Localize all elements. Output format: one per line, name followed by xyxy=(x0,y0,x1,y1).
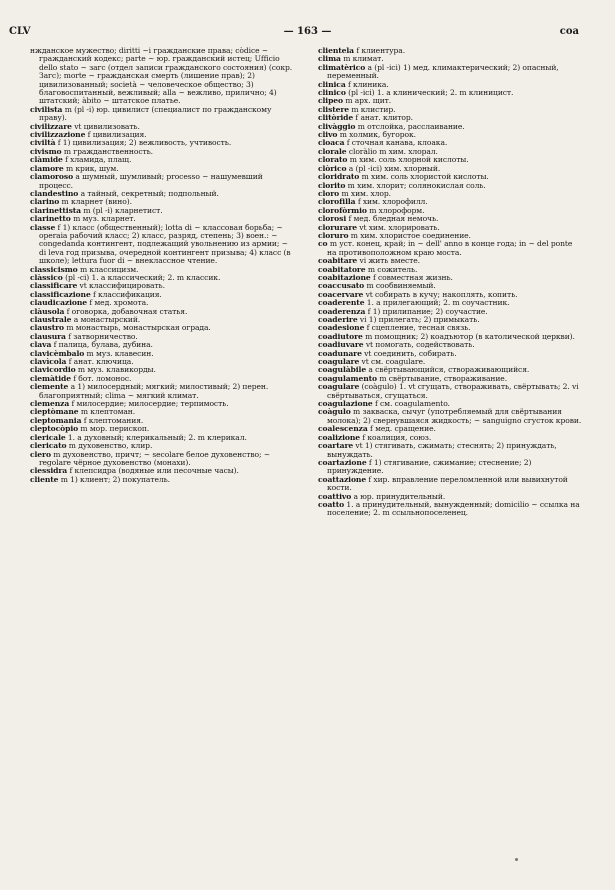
headword: coagulare xyxy=(318,382,360,392)
headword: classificare xyxy=(30,281,78,291)
definition: f клептомания. xyxy=(83,415,144,425)
definition: m духовенство, клир. xyxy=(68,441,153,451)
headword: clorito xyxy=(318,180,346,190)
definition: f анат. клитор. xyxy=(355,113,413,123)
dictionary-entry xyxy=(318,442,582,459)
headword: cliente xyxy=(30,474,59,484)
headword: clivàggio xyxy=(318,121,356,131)
headword: clorurare xyxy=(318,222,357,232)
definition: f клиентура. xyxy=(356,46,406,55)
definition: m сожитель. xyxy=(367,264,418,274)
headword: clarinetto xyxy=(30,214,71,224)
definition: vi жить вместе. xyxy=(359,256,420,266)
definition: f 1) стягивание, сжимание; стеснение; 2) принуждение. xyxy=(327,457,532,476)
headword: claudicazione xyxy=(30,298,88,308)
headword: clorofilla xyxy=(318,197,356,207)
definition: vi 1) прилегать; 2) примыкать. xyxy=(359,315,480,324)
headword: coatto xyxy=(318,499,345,509)
headword: coaccusato xyxy=(318,281,365,291)
definition: m отслойка, расслаивание. xyxy=(357,121,465,131)
headword: clientela xyxy=(318,46,354,55)
definition: a 1) милосердный; мягкий; милостивый; 2) перен. благоприятный; clima ~ мягкий климат. xyxy=(39,382,269,400)
definition: f милосердие; милосердие; терпимость. xyxy=(71,399,229,409)
definition: m климат. xyxy=(343,54,384,64)
headword: climatèrico xyxy=(318,62,366,72)
definition: 1. a прилегающий; 2. m соучастник. xyxy=(366,298,510,308)
headword: claustrale xyxy=(30,315,72,324)
headword: clarino xyxy=(30,197,60,207)
definition: m муз. кларнет. xyxy=(73,214,136,224)
definition: f сцепление, тесная связь. xyxy=(366,323,471,333)
headword: clausura xyxy=(30,331,66,341)
definition: f мед. бледная немочь. xyxy=(348,214,439,224)
dictionary-entry xyxy=(30,383,294,400)
headword: civiltà xyxy=(30,138,56,148)
headword: clorosi xyxy=(318,214,347,224)
headword: coartare xyxy=(318,441,354,451)
definition: f клепсидра (водяные или песочные часы). xyxy=(69,466,239,476)
definition: m крик, шум. xyxy=(66,163,119,173)
speck xyxy=(515,858,518,861)
definition: (pl -ici) 1. a клинический; 2. m клиницист. xyxy=(348,88,514,98)
dictionary-entry xyxy=(30,451,294,468)
definition: m хлороформ. xyxy=(369,205,425,215)
headword: civilizzazione xyxy=(30,130,86,140)
definition: m классицизм. xyxy=(79,264,139,274)
definition: нжданское мужество; diritti ~i гражданские права; còdice ~ гражданский кодекс; parte ~ юр. гражданский истец; Ufficio dello stato ~ загс (отдел записи гражданского состояния) (сокр. Загс); morte ~ гражданская смерть (лишение прав); 2) цивилизованный; società ~ человеческое общество; 3) благовоспитанный, вежливый; alla ~ вежливо, прилично; 4) штатский; àbito ~ штатское платье. xyxy=(30,46,293,106)
definition: m хим. хлористое соединение. xyxy=(350,230,471,240)
definition: f классификация. xyxy=(93,289,162,299)
headword: cloridrato xyxy=(318,172,360,182)
headword: clorofòrmio xyxy=(318,205,367,215)
definition: m арх. щит. xyxy=(345,96,392,106)
definition: m муз. клавесин. xyxy=(86,348,154,358)
headword: coadiuvare xyxy=(318,340,364,350)
headword: clemàtide xyxy=(30,373,71,383)
headword: coaderente xyxy=(318,298,365,308)
definition: f цивилизация. xyxy=(87,130,147,140)
definition: vt 1) стягивать, сжимать; стеснять; 2) принуждать, вынуждать. xyxy=(327,441,557,459)
definition: m гражданственность. xyxy=(63,146,153,156)
definition: f затворничество. xyxy=(68,331,138,341)
headword: claustro xyxy=(30,323,64,333)
definition: m клептоман. xyxy=(80,407,136,417)
dictionary-entry xyxy=(30,224,294,266)
definition: m 1) клиент; 2) покупатель. xyxy=(60,474,170,484)
headword: clinico xyxy=(318,88,346,98)
definition: f анат. ключица. xyxy=(68,357,134,367)
definition: f 1) класс (общественный); lotta di ~ классовая борьба; ~ operaia рабочий класс; 2) класс, разряд, степень; 3) воен.: ~ congedanda контингент, подлежащий увольнению из армии; ~ di leva год призыва, очередной контингент призыва; 4) класс (в школе); lettura fuor di ~ внеклассное чтение. xyxy=(39,222,291,266)
headword: coalescenza xyxy=(318,424,368,434)
definition: m мор. перископ. xyxy=(80,424,150,434)
headword: coabitare xyxy=(318,256,358,266)
dictionary-entry xyxy=(30,106,294,123)
definition: cloràlio m хим. хлорал. xyxy=(348,146,438,156)
dictionary-entry xyxy=(30,476,294,484)
headword: coacervare xyxy=(318,289,364,299)
headword: clàmide xyxy=(30,155,63,165)
headword: clavicèmbalo xyxy=(30,348,85,358)
headword: clinica xyxy=(318,79,346,89)
definition: (coàgulo) 1. vt сгущать, створаживать, свёртывать; 2. vi свёртываться, сгущаться. xyxy=(327,382,579,400)
headword: cleptomania xyxy=(30,415,82,425)
definition: a (pl -ici) 1) мед. климактерический; 2) опасный, переменный. xyxy=(327,62,559,81)
definition: a (pl -ici) хим. хлорный. xyxy=(348,163,441,173)
definition: f хламида, плащ. xyxy=(65,155,132,165)
headword: classe xyxy=(30,222,56,232)
definition: m закваска, сычуг (употребляемый для свёртывания молока); 2) свернувшаяся жидкость; ~ sanguigno сгусток крови. xyxy=(327,407,582,425)
headword: cloruro xyxy=(318,230,349,240)
headword: coadunare xyxy=(318,348,362,358)
headword: clarinettista xyxy=(30,205,81,215)
headword: civismo xyxy=(30,146,62,156)
definition: m сообвиняемый. xyxy=(366,281,436,291)
definition: m хим. хлорит; солянокислая соль. xyxy=(347,180,486,190)
headword: civilista xyxy=(30,104,63,114)
definition: f совместная жизнь. xyxy=(372,272,453,282)
page-number: — 163 — xyxy=(283,26,332,37)
definition: m хим. соль хлористой кислоты. xyxy=(361,172,489,182)
definition: m помощник; 2) коадъютор (в католической церкви). xyxy=(365,331,575,341)
definition: f мед. сращение. xyxy=(370,424,436,434)
headword: clericale xyxy=(30,432,66,442)
headword: clipeo xyxy=(318,96,343,106)
definition: m свёртывание, створаживание. xyxy=(379,373,508,383)
headword: classificazione xyxy=(30,289,91,299)
dictionary-entry xyxy=(318,408,582,425)
definition: a юр. принудительный. xyxy=(353,491,446,501)
definition: m монастырь, монастырская ограда. xyxy=(66,323,211,333)
headword: clàssico xyxy=(30,272,63,282)
headword: coabitazione xyxy=(318,272,371,282)
headword: clòrico xyxy=(318,163,347,173)
definition: m клистир. xyxy=(351,104,396,114)
definition: vt соединить, собирать. xyxy=(364,348,457,358)
definition: vt собирать в кучу; накоплять, копить. xyxy=(365,289,518,299)
definition: m кларнет (вино). xyxy=(61,197,132,207)
definition: m холмик, бугорок. xyxy=(339,130,416,140)
definition: f 1) прилипание; 2) соучастие. xyxy=(367,306,488,316)
headword: clessidra xyxy=(30,466,68,476)
headword: clistere xyxy=(318,104,350,114)
headword: coartazione xyxy=(318,457,367,467)
definition: f хим. хлорофилл. xyxy=(357,197,428,207)
headword: coabitatore xyxy=(318,264,366,274)
headword: classicismo xyxy=(30,264,78,274)
headword: clàusola xyxy=(30,306,65,316)
dictionary-entry xyxy=(30,173,294,190)
headword: coadesione xyxy=(318,323,365,333)
headword: coaderenza xyxy=(318,306,366,316)
headword: clemente xyxy=(30,382,69,392)
definition: f см. coagulamento. xyxy=(375,399,450,409)
definition: vt помогать, содействовать. xyxy=(365,340,475,350)
definition: a тайный, секретный; подпольный. xyxy=(80,188,219,198)
definition: vt см. coagulare. xyxy=(361,357,426,367)
headword: clava xyxy=(30,340,52,350)
headword: clima xyxy=(318,54,341,64)
headword: clamore xyxy=(30,163,64,173)
headword: clamoroso xyxy=(30,172,74,182)
definition: (pl -ci) 1. a классический; 2. m классик. xyxy=(65,272,221,282)
headword: coaderire xyxy=(318,315,358,324)
left-column xyxy=(30,47,294,484)
definition: f клиника. xyxy=(347,79,389,89)
headword: cloaca xyxy=(318,138,345,148)
headword: clavicordio xyxy=(30,365,76,375)
definition: m уст. конец, край; in ~ dell' anno в конце года; in ~ del ponte на противоположном краю моста. xyxy=(327,239,573,257)
headword: clericato xyxy=(30,441,67,451)
definition: f сточная канава, клоака. xyxy=(346,138,448,148)
headword: clitòride xyxy=(318,113,354,123)
definition: m муз. клавикорды. xyxy=(77,365,156,375)
headword: coattivo xyxy=(318,491,352,501)
header-right: coa xyxy=(559,26,579,37)
definition: a монастырский. xyxy=(73,315,141,324)
dictionary-entry xyxy=(318,64,582,81)
definition: 1. a духовный; клерикальный; 2. m клерикал. xyxy=(67,432,247,442)
definition: vt классифицировать. xyxy=(79,281,165,291)
definition: a шумный, шумливый; processo ~ нашумевший процесс. xyxy=(39,172,263,190)
headword: coagulazione xyxy=(318,399,373,409)
definition: vt цивилизовать. xyxy=(74,121,140,131)
definition: f 1) цивилизация; 2) вежливость, учтивость. xyxy=(57,138,232,148)
dictionary-entry xyxy=(318,476,582,493)
headword: coagulàbile xyxy=(318,365,367,375)
headword: clemenza xyxy=(30,399,70,409)
definition: f хир. вправление переломленной или вывихнутой кости. xyxy=(327,474,568,493)
right-column xyxy=(318,47,582,518)
definition: m (pl -i) юр. цивилист (специалист по гражданскому праву). xyxy=(39,104,272,123)
dictionary-entry xyxy=(318,501,582,518)
headword: cleptòmane xyxy=(30,407,79,417)
definition: vt хим. хлорировать. xyxy=(359,222,440,232)
headword: clorato xyxy=(318,155,348,165)
definition: m духовенство, причт; ~ secolare белое духовенство; ~ regolare чёрное духовенство (монахи). xyxy=(39,449,271,467)
definition: m хим. соль хлорной кислоты. xyxy=(349,155,469,165)
definition: a свёртывающийся, створаживающийся. xyxy=(368,365,530,375)
headword: coàgulo xyxy=(318,407,351,417)
dictionary-entry xyxy=(318,459,582,476)
headword: civilizzare xyxy=(30,121,72,131)
definition: f палица, булава, дубина. xyxy=(53,340,153,350)
headword: cloro xyxy=(318,188,340,198)
headword: clandestino xyxy=(30,188,79,198)
definition: m (pl -i) кларнетист. xyxy=(83,205,163,215)
headword: coattazione xyxy=(318,474,367,484)
headword: coadiutore xyxy=(318,331,363,341)
headword: cleptocòpio xyxy=(30,424,79,434)
headword: coagulamento xyxy=(318,373,378,383)
definition: f мед. хромота. xyxy=(89,298,149,308)
definition: f коалиция, союз. xyxy=(362,432,432,442)
headword: clavìcola xyxy=(30,357,67,367)
headword: clivo xyxy=(318,130,338,140)
dictionary-entry xyxy=(318,240,582,257)
dictionary-entry xyxy=(318,383,582,400)
headword: coalizione xyxy=(318,432,360,442)
definition: 1. a принудительный, вынужденный; domicilio ~ ссылка на поселение; 2. m ссыльнопоселенец. xyxy=(327,499,580,518)
dictionary-entry xyxy=(30,47,294,106)
definition: f бот. ломонос. xyxy=(73,373,132,383)
headword: clorale xyxy=(318,146,347,156)
definition: f оговорка, добавочная статья. xyxy=(66,306,188,316)
headword: clero xyxy=(30,449,51,459)
definition: m хим. хлор. xyxy=(341,188,391,198)
headword: co xyxy=(318,239,328,249)
headword: coagulare xyxy=(318,357,360,367)
header-left: CLV xyxy=(9,26,31,37)
